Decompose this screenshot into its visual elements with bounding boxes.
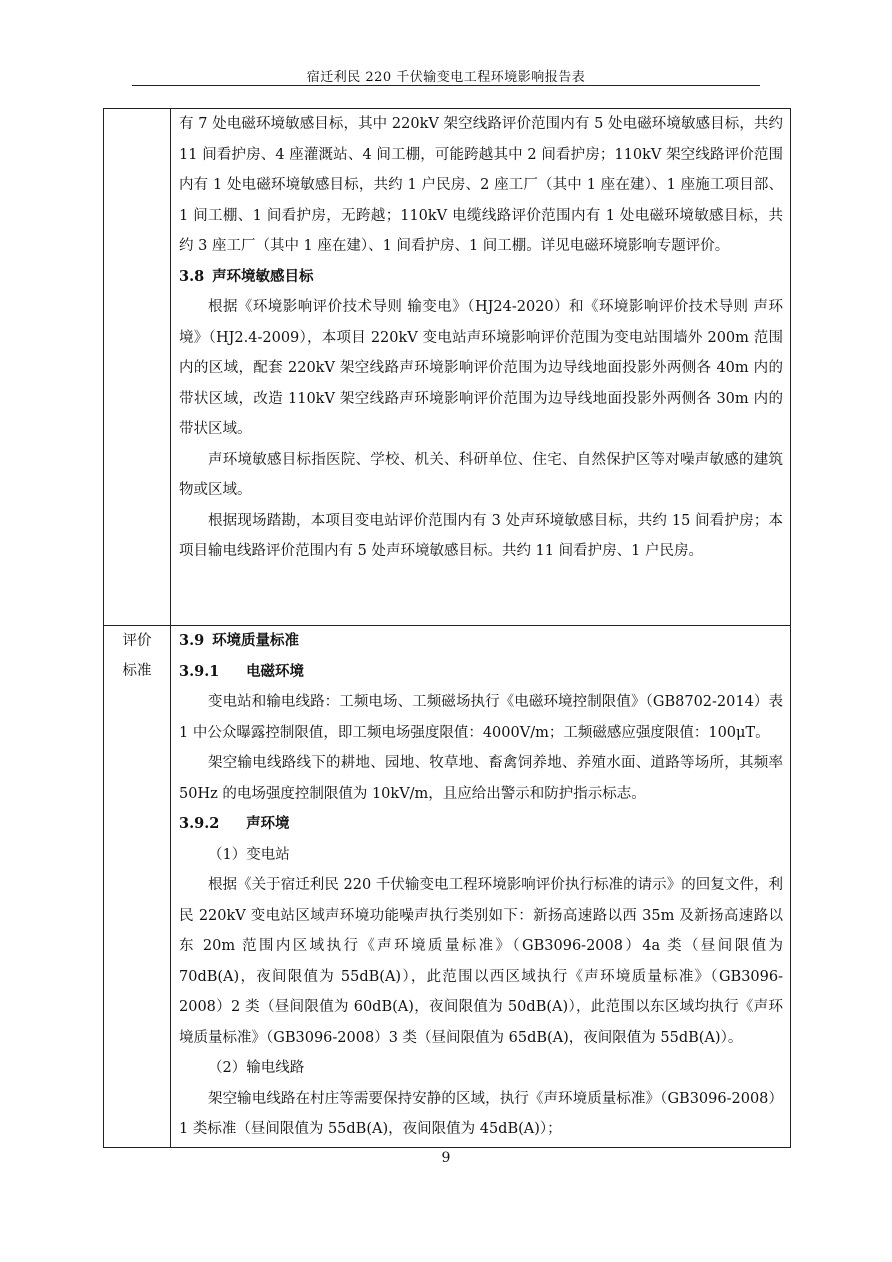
row-label-evaluation-standard bbox=[104, 626, 170, 686]
header-divider bbox=[132, 85, 760, 86]
section-title: 环境质量标准 bbox=[212, 632, 300, 649]
content-table bbox=[103, 108, 791, 1148]
body-paragraph: 根据现场踏勘，本项目变电站评价范围内有 3 处声环境敏感目标，共约 15 间看护房；本项目输电线路评价范围内有 5 处声环境敏感目标。共约 11 间看护房、1 户民房。 bbox=[179, 512, 783, 559]
section-heading-3-8 bbox=[179, 262, 783, 293]
subsection-title: （2）输电线路 bbox=[208, 1060, 305, 1076]
table-row bbox=[104, 109, 791, 626]
section-title: 声环境敏感目标 bbox=[212, 267, 314, 285]
row-content-cell bbox=[171, 109, 791, 626]
row-label-cell bbox=[104, 626, 171, 1148]
section-title: 声环境 bbox=[246, 815, 290, 832]
body-paragraph: 架空输电线路在村庄等需要保持安静的区域，执行《声环境质量标准》（GB3096-2008）1 类标准（昼间限值为 55dB(A)，夜间限值为 45dB(A)）； bbox=[179, 1090, 783, 1137]
section-number: 3.9.2 bbox=[179, 815, 220, 832]
section-title: 电磁环境 bbox=[246, 662, 305, 680]
section-heading-3-9-2 bbox=[179, 809, 783, 840]
section-number: 3.8 bbox=[179, 267, 205, 285]
section-heading-3-9-1 bbox=[179, 657, 783, 688]
row-label-line: 标准 bbox=[122, 663, 152, 679]
row-content-cell bbox=[171, 626, 791, 1148]
row-label-cell bbox=[104, 109, 171, 626]
body-paragraph: 根据《环境影响评价技术导则 输变电》（HJ24-2020）和《环境影响评价技术导则 声环境》（HJ2.4-2009），本项目 220kV 变电站声环境影响评价范围为变电站围墙外 200m 范围内的区域，配套 220kV 架空线路声环境影响评价范围为边导线地面投影外两侧各 40m 内的带状区域，改造 110kV 架空线路声环境影响评价范围为边导线地面投影外两侧各 30m 内的带状区域。 bbox=[179, 299, 783, 437]
row-label-line: 评价 bbox=[122, 633, 152, 649]
page-number: 9 bbox=[441, 1150, 451, 1166]
subsection-title: （1）变电站 bbox=[208, 846, 290, 863]
continued-paragraph: 有 7 处电磁环境敏感目标，其中 220kV 架空线路评价范围内有 5 处电磁环境敏感目标，共约 11 间看护房、4 座灌溉站、4 间工棚，可能跨越其中 2 间看护房；110kV 架空线路评价范围内有 1 处电磁环境敏感目标，共约 1 户民房、2 座工厂（其中 1 座在建）、1 座施工项目部、1 间工棚、1 间看护房，无跨越；110kV 电缆线路评价范围内有 1 处电磁环境敏感目标，共约 3 座工厂（其中 1 座在建）、1 间看护房、1 间工棚。详见电磁环境影响专题评价。 bbox=[179, 116, 783, 254]
section-number: 3.9.1 bbox=[179, 662, 220, 680]
body-paragraph: 声环境敏感目标指医院、学校、机关、科研单位、住宅、自然保护区等对噪声敏感的建筑物或区域。 bbox=[179, 451, 783, 498]
table-row bbox=[104, 626, 791, 1148]
section-number: 3.9 bbox=[179, 632, 205, 649]
body-paragraph: 变电站和输电线路：工频电场、工频磁场执行《电磁环境控制限值》（GB8702-2014）表 1 中公众曝露控制限值，即工频电场强度限值：4000V/m；工频磁感应强度限值：100μT。 bbox=[179, 694, 783, 741]
body-paragraph: 架空输电线路线下的耕地、园地、牧草地、畜禽饲养地、养殖水面、道路等场所，其频率 50Hz 的电场强度控制限值为 10kV/m，且应给出警示和防护指示标志。 bbox=[179, 755, 783, 802]
body-paragraph: 根据《关于宿迁利民 220 千伏输变电工程环境影响评价执行标准的请示》的回复文件，利民 220kV 变电站区域声环境功能噪声执行类别如下：新扬高速路以西 35m 及新扬高速路以东 20m 范围内区域执行《声环境质量标准》（GB3096-2008）4a 类（昼间限值为 70dB(A)，夜间限值为 55dB(A)），此范围以西区域执行《声环境质量标准》（GB3096-2008）2 类（昼间限值为 60dB(A)，夜间限值为 50dB(A)），此范围以东区域均执行《声环境质量标准》（GB3096-2008）3 类（昼间限值为 65dB(A)，夜间限值为 55dB(A)）。 bbox=[179, 877, 783, 1046]
document-header-title: 宿迁利民 220 千伏输变电工程环境影响报告表 bbox=[306, 70, 586, 85]
section-heading-3-9 bbox=[179, 626, 783, 657]
